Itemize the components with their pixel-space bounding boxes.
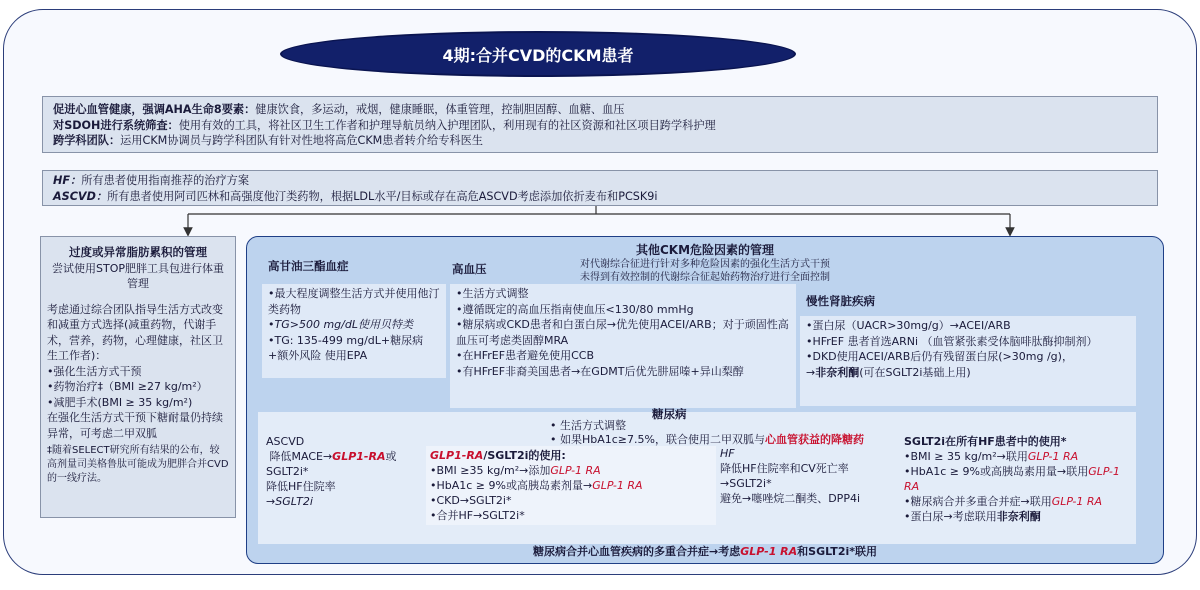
sglt-line-4: •蛋白尿→考虑联用非奈利酮 — [904, 510, 1041, 523]
sglt-line-2: •HbA1c ≥ 9%或高胰岛素用量→联用GLP-1 RA — [904, 465, 1120, 493]
ckd-item-3-cont: →非奈利酮(可在SGLT2i基础上用) — [806, 365, 971, 379]
glp-line-4: •合并HF→SGLT2i* — [430, 509, 525, 522]
ascvd-line-3: →SGLT2i — [266, 495, 313, 508]
glp-line-2: •HbA1c ≥ 9%或高胰岛素剂量→GLP-1 RA — [430, 479, 643, 492]
hypertension-title: 高血压 — [452, 262, 487, 276]
ckd-title: 慢性肾脏疾病 — [806, 294, 875, 308]
band1-line-3: 跨学科团队：运用CKM协调员与跨学科团队有针对性地将高危CKM患者转介给专科医生 — [53, 134, 483, 147]
adiposity-bullet-2: •药物治疗‡（BMI ≥27 kg/m²） — [47, 380, 208, 393]
ckd-item-2: •HFrEF 患者首选ARNi （血管紧张素受体脑啡肽酶抑制剂） — [806, 334, 1098, 348]
ascvd-subtitle: ASCVD — [266, 435, 305, 448]
adiposity-after: 在强化生活方式干预下糖耐量仍持续异常，可考虑二甲双胍 — [47, 411, 223, 440]
band2-line-1: HF：所有患者使用指南推荐的治疗方案 — [53, 174, 250, 187]
triglyceride-title: 高甘油三酯血症 — [268, 259, 349, 273]
general-measures-band — [42, 96, 1158, 153]
hypertension-panel — [450, 284, 796, 408]
other-risk-subtitle: 对代谢综合征进行针对多种危险因素的强化生活方式干预 未得到有效控制的代谢综合征起始药物治疗进行全面控制 — [580, 259, 830, 283]
band1-line-2: 对SDOH进行系统筛查：使用有效的工具，将社区卫生工作者和护理导航员纳入护理团队，利用现有的社区资源和社区项目跨学科护理 — [53, 118, 716, 132]
adiposity-bullet-3: •减肥手术(BMI ≥ 35 kg/m²) — [47, 395, 193, 409]
sglt-line-3: •糖尿病合并多重合并症→联用GLP-1 RA — [904, 495, 1103, 508]
adiposity-body: 考虑通过综合团队指导生活方式改变和减重方式选择(减重药物，代谢手术，营养，药物，心理健康，社区卫生工作者)： — [47, 302, 223, 362]
diabetes-glp1-column — [426, 446, 716, 525]
bp-item-4: •在HFrEF患者避免使用CCB — [456, 349, 594, 362]
other-risk-title: 其他CKM危险因素的管理 — [635, 243, 775, 257]
bp-item-2: •遵循既定的高血压指南使血压<130/80 mmHg — [456, 302, 694, 316]
ascvd-line-1: 降低MACE→GLP1-RA或SGLT2i* — [266, 450, 397, 478]
hf-line-2: 避免→噻唑烷二酮类、DPP4i — [720, 492, 861, 505]
adiposity-subtitle: 尝试使用STOP肥胖工具包进行体重管理 — [52, 261, 224, 290]
sglt-line-1: •BMI ≥ 35 kg/m²→联用GLP-1 RA — [904, 450, 1079, 463]
ckd-item-1: •蛋白尿（UACR>30mg/g）→ACEI/ARB — [806, 319, 1011, 332]
bp-item-5: •有HFrEF非裔美国患者→在GDMT后优先肼屈嗪+异山梨醇 — [456, 364, 744, 378]
tg-item-2: •TG>500 mg/dL使用贝特类 — [268, 318, 413, 331]
adiposity-title: 过度或异常脂肪累积的管理 — [69, 245, 207, 259]
glp-line-3: •CKD→SGLT2i* — [430, 494, 512, 507]
adiposity-bullet-1: •强化生活方式干预 — [47, 364, 142, 378]
diabetes-bullet-2: • 如果HbA1c≥7.5%，联合使用二甲双胍与心血管获益的降糖药 — [550, 433, 864, 446]
diabetes-ascvd-column — [266, 434, 416, 509]
diabetes-footer: 糖尿病合并心血管疾病的多重合并症→考虑GLP-1 RA和SGLT2i*联用 — [533, 545, 877, 558]
ascvd-line-2: 降低HF住院率 — [266, 480, 336, 493]
stage-title: 4期:合并CVD的CKM患者 — [280, 31, 796, 77]
glp-subtitle: GLP1-RA/SGLT2i的使用: — [430, 449, 566, 462]
ckd-item-3: •DKD使用ACEI/ARB后仍有残留蛋白尿(>30mg /g)， — [806, 350, 1073, 363]
diabetes-sglt2-column — [904, 434, 1134, 524]
diabetes-hf-column — [720, 446, 900, 506]
ckd-panel — [800, 316, 1136, 406]
bp-item-3: •糖尿病或CKD患者和白蛋白尿→优先使用ACEI/ARB；对于顽固性高血压可考虑类固醇MRA — [456, 318, 789, 347]
hf-subtitle: HF — [720, 447, 735, 460]
hf-line-1: 降低HF住院率和CV死亡率→SGLT2i* — [720, 462, 849, 490]
diabetes-title: 糖尿病 — [652, 407, 687, 421]
cvd-treatment-band — [42, 170, 1158, 206]
diabetes-bullet-1: • 生活方式调整 — [550, 419, 626, 432]
tg-item-1: •最大程度调整生活方式并使用他汀类药物 — [268, 287, 440, 316]
adiposity-footnote: ‡随着SELECT研究所有结果的公布，较高剂量司美格鲁肽可能成为肥胖合并CVD的一线疗法。 — [47, 445, 229, 484]
sglt-subtitle: SGLT2i在所有HF患者中的使用* — [904, 435, 1067, 448]
band1-line-1: 促进心血管健康，强调AHA生命8要素：健康饮食，多运动，戒烟，健康睡眠，体重管理，控制胆固醇、血糖、血压 — [53, 103, 625, 116]
band2-line-2: ASCVD：所有患者使用阿司匹林和高强度他汀类药物，根据LDL水平/目标或存在高危ASCVD考虑添加依折麦布和PCSK9i — [53, 189, 658, 203]
glp-line-1: •BMI ≥35 kg/m²→添加GLP-1 RA — [430, 464, 601, 477]
adiposity-management-box — [40, 236, 236, 518]
bp-item-1: •生活方式调整 — [456, 287, 529, 300]
tg-item-3: •TG: 135-499 mg/dL+糖尿病+额外风险 使用EPA — [268, 333, 424, 362]
triglyceride-panel — [262, 284, 446, 378]
